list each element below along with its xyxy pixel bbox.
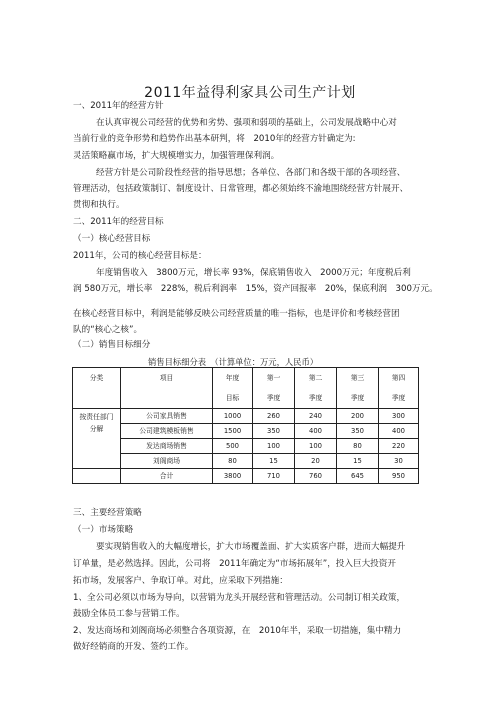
section-1-heading: 一、2011年的经营方针 — [73, 101, 164, 111]
paragraph-line: 贯彻和执行。 — [73, 200, 125, 210]
category-line: 按责任部门 — [79, 413, 114, 421]
paragraph-line: 队的“核心之核”。 — [73, 325, 143, 335]
q3-cell: 80 — [337, 439, 379, 454]
q3-cell: 15 — [337, 454, 379, 469]
paragraph-line: 2、发达商场和刘阁商场必须整合各项资源，在 2010年半，采取一切措施，集中精力 — [73, 626, 402, 636]
subsection-heading: （二）销售目标细分 — [73, 340, 151, 350]
header-q3-sub: 季度 — [337, 388, 379, 409]
q4-cell: 400 — [379, 424, 419, 439]
q3-cell: 645 — [337, 469, 379, 484]
paragraph-line: 灵活策略赢市场，扩大规模增实力，加强管理保利润。 — [73, 151, 280, 161]
q1-cell: 100 — [253, 439, 295, 454]
category-cell — [73, 409, 121, 469]
q2-cell: 400 — [295, 424, 337, 439]
header-category-cont — [73, 388, 121, 409]
header-category: 分类 — [73, 368, 121, 389]
table-caption: 销售目标细分表 （计算单位：万元，人民币） — [148, 357, 319, 367]
q4-cell: 950 — [379, 469, 419, 484]
year-cell: 500 — [213, 439, 253, 454]
year-cell: 80 — [213, 454, 253, 469]
q1-cell: 15 — [253, 454, 295, 469]
q1-cell: 260 — [253, 409, 295, 424]
item-cell: 公司家具销售 — [121, 409, 213, 424]
section-2-heading: 二、2011年的经营目标 — [73, 217, 164, 227]
paragraph-line: 做好经销商的开发、签约工作。 — [73, 642, 194, 652]
paragraph-line: 管理活动，包括政策制订、制度设计、日常管理，都必须始终不渝地围绕经营方针展开、 — [73, 184, 409, 194]
category-cell-empty — [73, 469, 121, 484]
subsection-heading: （一）核心经营目标 — [73, 234, 151, 244]
paragraph-line: 经营方针是公司阶段性经营的指导思想；各单位、各部门和各级干部的各项经营、 — [96, 168, 406, 178]
table-row-total — [73, 469, 419, 484]
paragraph-line: 当前行业的竞争形势和趋势作出基本研判，将 2010年的经营方针确定为: — [73, 134, 356, 144]
table-row — [73, 424, 419, 439]
document-title: 2011年益得利家具公司生产计划 — [144, 85, 356, 101]
q3-cell: 350 — [337, 424, 379, 439]
header-q2: 第二 — [295, 368, 337, 389]
paragraph-line: 拓市场，发展客户、争取订单。对此，应采取下列措施： — [73, 576, 288, 586]
category-line: 分解 — [89, 425, 104, 433]
table-row — [73, 439, 419, 454]
header-year-sub: 目标 — [213, 388, 253, 409]
header-item-cont — [121, 388, 213, 409]
header-year: 年度 — [213, 368, 253, 389]
q1-cell: 350 — [253, 424, 295, 439]
q2-cell: 760 — [295, 469, 337, 484]
q2-cell: 100 — [295, 439, 337, 454]
year-cell: 3800 — [213, 469, 253, 484]
q4-cell: 300 — [379, 409, 419, 424]
paragraph-line: 2011年，公司的核心经营目标是： — [73, 251, 207, 261]
q4-cell: 30 — [379, 454, 419, 469]
sales-target-table — [72, 367, 419, 484]
paragraph-line: 年度销售收入 3800万元，增长率 93%，保底销售收入 2000万元；年度税后利 — [96, 268, 411, 278]
paragraph-line: 在核心经营目标中，利润是能够反映公司经营质量的唯一指标，也是评价和考核经营团 — [73, 309, 400, 319]
subsection-heading: （一）市场策略 — [73, 525, 134, 535]
table-row — [73, 409, 419, 424]
paragraph-line: 鼓励全体员工参与营销工作。 — [73, 609, 185, 619]
item-cell: 刘阁商场 — [121, 454, 213, 469]
header-q1-sub: 季度 — [253, 388, 295, 409]
q2-cell: 20 — [295, 454, 337, 469]
header-item: 项目 — [121, 368, 213, 389]
table-row — [73, 454, 419, 469]
paragraph-line: 润 580万元，增长率 228%，税后利润率 15%，资产回报率 20%，保底利润 300万元。 — [73, 284, 438, 294]
q2-cell: 240 — [295, 409, 337, 424]
paragraph-line: 1、全公司必须以市场为导向，以营销为龙头开展经营和管理活动。公司制订相关政策， — [73, 593, 406, 603]
year-cell: 1500 — [213, 424, 253, 439]
q1-cell: 710 — [253, 469, 295, 484]
item-cell: 合计 — [121, 469, 213, 484]
header-q4: 第四 — [379, 368, 419, 389]
header-q4-sub: 季度 — [379, 388, 419, 409]
section-3-heading: 三、主要经营策略 — [73, 508, 142, 518]
q3-cell: 200 — [337, 409, 379, 424]
item-cell: 公司建筑模板销售 — [121, 424, 213, 439]
header-q1: 第一 — [253, 368, 295, 389]
header-q3: 第三 — [337, 368, 379, 389]
paragraph-line: 要实现销售收入的大幅度增长，扩大市场覆盖面、扩大实质客户群，进而大幅提升 — [96, 542, 406, 552]
year-cell: 1000 — [213, 409, 253, 424]
paragraph-line: 在认真审视公司经营的优势和劣势、强项和弱项的基础上，公司发展战略中心对 — [96, 118, 397, 128]
header-q2-sub: 季度 — [295, 388, 337, 409]
q4-cell: 220 — [379, 439, 419, 454]
item-cell: 发达商场销售 — [121, 439, 213, 454]
paragraph-line: 订单量，是必然选择。因此，公司将 2011年确定为“市场拓展年”，投入巨大投资开 — [73, 559, 396, 569]
